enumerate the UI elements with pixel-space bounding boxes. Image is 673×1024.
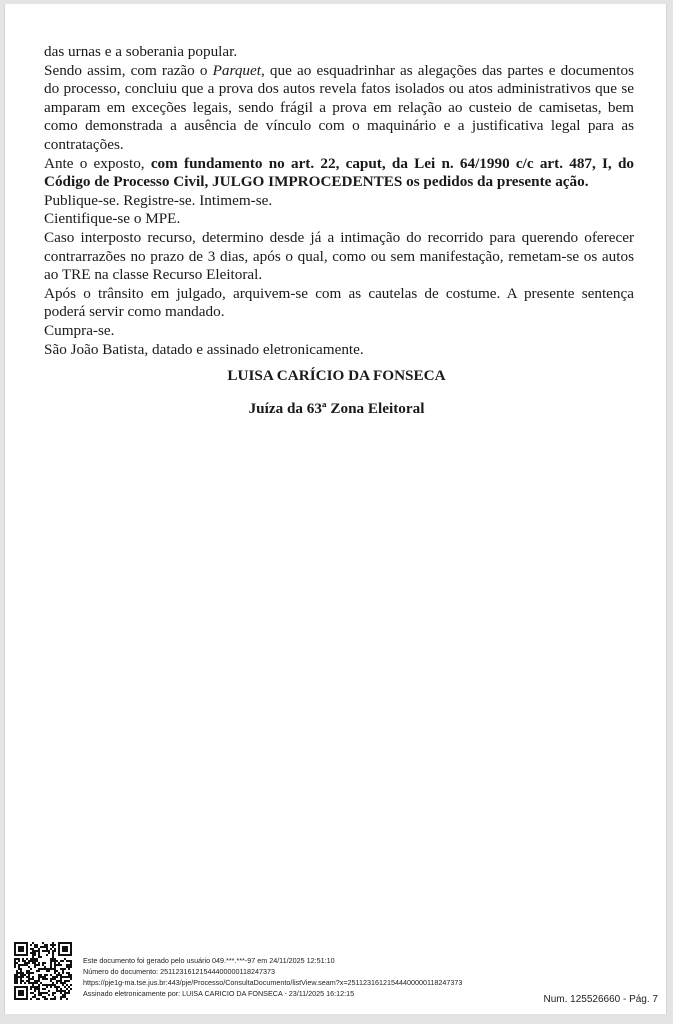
footer-info: [83, 955, 462, 999]
footer-generated-by: Este documento foi gerado pelo usuário 049.***.***-97 em 24/11/2025 12:51:10: [83, 956, 335, 965]
paragraph: [44, 192, 634, 211]
footer-document-number: Número do documento: 25112316121544400000118247373: [83, 967, 275, 976]
paragraph-text: Publique-se. Registre-se. Intimem-se.: [44, 191, 273, 209]
qr-code-icon: [14, 942, 72, 1000]
paragraph: [44, 155, 634, 192]
paragraph: [44, 43, 634, 62]
paragraph: [44, 62, 634, 155]
paragraph: [44, 341, 634, 360]
document-body: [44, 43, 634, 359]
paragraph: [44, 285, 634, 322]
paragraph-text: Caso interposto recurso, determino desde já a intimação do recorrido para querendo oferecer contrarrazões no prazo de 3 dias, após o qual, como ou sem manifestação, remetam-se os autos ao TRE na classe Recurso Eleitoral.: [44, 228, 634, 284]
paragraph-text: Sendo assim, com razão o: [44, 61, 213, 79]
page-number: Num. 125526660 - Pág. 7: [543, 994, 658, 1005]
footer-document-url[interactable]: https://pje1g-ma.tse.jus.br:443/pje/Processo/ConsultaDocumento/listView.seam?x=25112316121544400000118247373: [83, 978, 463, 987]
paragraph-text: Ante o exposto,: [44, 154, 151, 172]
signature-name: LUISA CARÍCIO DA FONSECA: [227, 367, 446, 384]
paragraph-text: Após o trânsito em julgado, arquivem-se com as cautelas de costume. A presente sentença poderá servir como mandado.: [44, 284, 634, 321]
footer-signed-by: Assinado eletronicamente por: LUISA CARICIO DA FONSECA - 23/11/2025 16:12:15: [83, 989, 355, 998]
parquet-italic: Parquet: [212, 61, 261, 79]
paragraph-text: , que ao esquadrinhar as alegações das partes e documentos do processo, concluiu que a prova dos autos revela fatos isolados ou atos administrativos que se amparam em exceções legais, sendo frágil a prova em relação ao custeio de camisetas, bem como demonstrada a ausência de vínculo com o maquinário e a justificativa legal para as contratações.: [44, 61, 634, 153]
ruling-bold-text: com fundamento no art. 22, caput, da Lei n. 64/1990 c/c art. 487, I, do Código de Processo Civil, JULGO IMPROCEDENTES os pedidos da presente ação.: [44, 154, 634, 191]
paragraph: [44, 322, 634, 341]
paragraph-text: das urnas e a soberania popular.: [44, 43, 238, 60]
paragraph-text: Cumpra-se.: [44, 321, 115, 339]
paragraph-text: São João Batista, datado e assinado eletronicamente.: [44, 340, 364, 358]
paragraph-text: Cientifique-se o MPE.: [44, 210, 181, 228]
document-page: [4, 4, 667, 1014]
paragraph: [44, 210, 634, 229]
paragraph: [44, 229, 634, 285]
signature-role: Juíza da 63ª Zona Eleitoral: [248, 400, 425, 417]
